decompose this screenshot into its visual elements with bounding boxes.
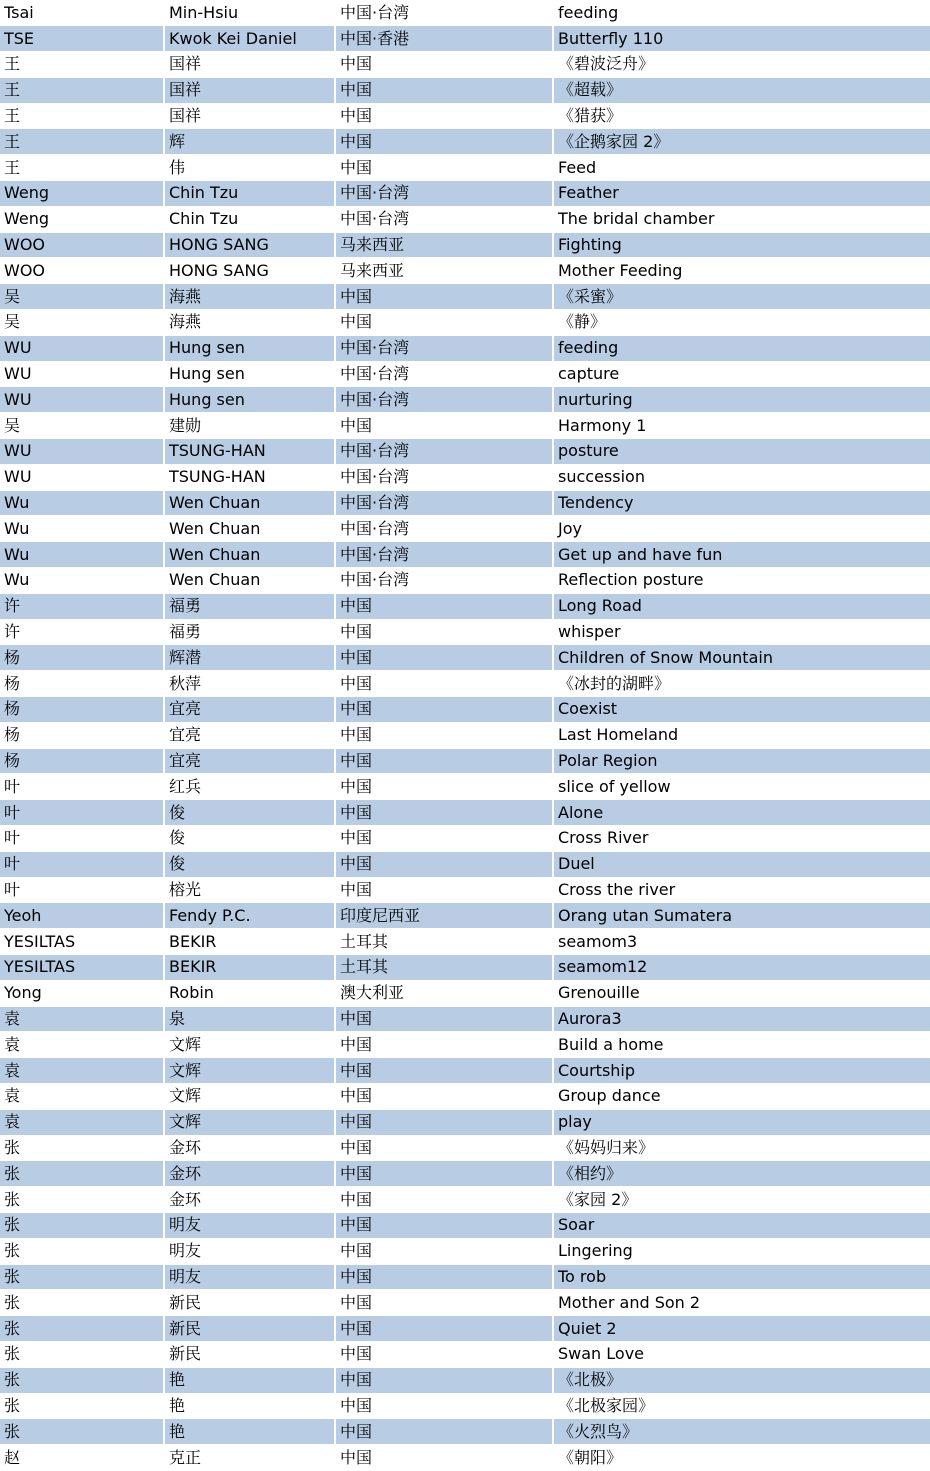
country-cell: 中国·台湾 — [335, 206, 553, 232]
title-cell: 《妈妈归来》 — [553, 1135, 930, 1161]
country-cell: 中国 — [335, 77, 553, 103]
title-cell: whisper — [553, 619, 930, 645]
given-name-cell: 克正 — [164, 1445, 335, 1471]
table-row — [0, 1006, 930, 1032]
country-cell: 中国 — [335, 697, 553, 723]
table-row — [0, 1419, 930, 1445]
table-row — [0, 1238, 930, 1264]
table-row — [0, 284, 930, 310]
country-cell: 中国 — [335, 129, 553, 155]
table-row — [0, 310, 930, 336]
surname-cell: 张 — [0, 1161, 164, 1187]
table-row — [0, 851, 930, 877]
title-cell: Grenouille — [553, 980, 930, 1006]
surname-cell: Weng — [0, 181, 164, 207]
title-cell: Cross River — [553, 826, 930, 852]
surname-cell: Wu — [0, 568, 164, 594]
given-name-cell: Fendy P.C. — [164, 903, 335, 929]
country-cell: 中国 — [335, 1006, 553, 1032]
given-name-cell: 新民 — [164, 1341, 335, 1367]
title-cell: nurturing — [553, 387, 930, 413]
given-name-cell: 金环 — [164, 1161, 335, 1187]
table-row — [0, 1367, 930, 1393]
table-row — [0, 568, 930, 594]
table-row — [0, 877, 930, 903]
table-row — [0, 439, 930, 465]
country-cell: 中国·台湾 — [335, 542, 553, 568]
country-cell: 中国 — [335, 1161, 553, 1187]
given-name-cell: Hung sen — [164, 387, 335, 413]
given-name-cell: 海燕 — [164, 310, 335, 336]
given-name-cell: HONG SANG — [164, 232, 335, 258]
country-cell: 马来西亚 — [335, 258, 553, 284]
table-row — [0, 387, 930, 413]
surname-cell: 张 — [0, 1135, 164, 1161]
country-cell: 中国 — [335, 877, 553, 903]
table-row — [0, 1316, 930, 1342]
table-row — [0, 103, 930, 129]
given-name-cell: 明友 — [164, 1238, 335, 1264]
title-cell: seamom12 — [553, 954, 930, 980]
title-cell: Tendency — [553, 490, 930, 516]
surname-cell: 叶 — [0, 851, 164, 877]
given-name-cell: 国祥 — [164, 103, 335, 129]
given-name-cell: 金环 — [164, 1187, 335, 1213]
given-name-cell: 国祥 — [164, 77, 335, 103]
given-name-cell: 文辉 — [164, 1083, 335, 1109]
given-name-cell: 文辉 — [164, 1058, 335, 1084]
surname-cell: 叶 — [0, 800, 164, 826]
given-name-cell: TSUNG-HAN — [164, 464, 335, 490]
title-cell: 《冰封的湖畔》 — [553, 671, 930, 697]
country-cell: 中国 — [335, 1264, 553, 1290]
surname-cell: 袁 — [0, 1109, 164, 1135]
title-cell: Mother and Son 2 — [553, 1290, 930, 1316]
surname-cell: 张 — [0, 1290, 164, 1316]
table-row — [0, 464, 930, 490]
country-cell: 中国 — [335, 671, 553, 697]
given-name-cell: Kwok Kei Daniel — [164, 26, 335, 52]
table-row — [0, 1445, 930, 1471]
surname-cell: 张 — [0, 1316, 164, 1342]
country-cell: 中国 — [335, 1135, 553, 1161]
table-row — [0, 1058, 930, 1084]
surname-cell: 袁 — [0, 1083, 164, 1109]
table-row — [0, 129, 930, 155]
surname-cell: 吴 — [0, 284, 164, 310]
country-cell: 中国·香港 — [335, 26, 553, 52]
given-name-cell: Hung sen — [164, 361, 335, 387]
table-row — [0, 181, 930, 207]
title-cell: Last Homeland — [553, 722, 930, 748]
table-row — [0, 722, 930, 748]
country-cell: 中国 — [335, 748, 553, 774]
surname-cell: 赵 — [0, 1445, 164, 1471]
title-cell: 《超载》 — [553, 77, 930, 103]
table-row — [0, 1032, 930, 1058]
country-cell: 中国 — [335, 1032, 553, 1058]
table-row — [0, 1109, 930, 1135]
table-row — [0, 516, 930, 542]
surname-cell: 张 — [0, 1419, 164, 1445]
table-row — [0, 697, 930, 723]
title-cell: 《碧波泛舟》 — [553, 52, 930, 78]
surname-cell: 张 — [0, 1393, 164, 1419]
surname-cell: 吴 — [0, 310, 164, 336]
given-name-cell: Chin Tzu — [164, 206, 335, 232]
given-name-cell: BEKIR — [164, 929, 335, 955]
table-row — [0, 335, 930, 361]
country-cell: 中国 — [335, 1083, 553, 1109]
title-cell: Orang utan Sumatera — [553, 903, 930, 929]
given-name-cell: Robin — [164, 980, 335, 1006]
surname-cell: 许 — [0, 593, 164, 619]
given-name-cell: 辉 — [164, 129, 335, 155]
surname-cell: 王 — [0, 103, 164, 129]
country-cell: 中国 — [335, 645, 553, 671]
table-row — [0, 155, 930, 181]
country-cell: 马来西亚 — [335, 232, 553, 258]
country-cell: 中国 — [335, 1445, 553, 1471]
table-row — [0, 929, 930, 955]
table-row — [0, 774, 930, 800]
given-name-cell: 建勋 — [164, 413, 335, 439]
surname-cell: 杨 — [0, 645, 164, 671]
title-cell: Build a home — [553, 1032, 930, 1058]
given-name-cell: TSUNG-HAN — [164, 439, 335, 465]
given-name-cell: 红兵 — [164, 774, 335, 800]
country-cell: 中国 — [335, 1419, 553, 1445]
country-cell: 中国 — [335, 1238, 553, 1264]
title-cell: seamom3 — [553, 929, 930, 955]
title-cell: Lingering — [553, 1238, 930, 1264]
given-name-cell: Hung sen — [164, 335, 335, 361]
title-cell: Group dance — [553, 1083, 930, 1109]
title-cell: slice of yellow — [553, 774, 930, 800]
country-cell: 中国·台湾 — [335, 361, 553, 387]
country-cell: 中国·台湾 — [335, 568, 553, 594]
country-cell: 中国·台湾 — [335, 335, 553, 361]
title-cell: Aurora3 — [553, 1006, 930, 1032]
title-cell: 《火烈鸟》 — [553, 1419, 930, 1445]
given-name-cell: 泉 — [164, 1006, 335, 1032]
title-cell: 《北极》 — [553, 1367, 930, 1393]
country-cell: 中国 — [335, 1290, 553, 1316]
given-name-cell: Min-Hsiu — [164, 0, 335, 26]
surname-cell: Wu — [0, 542, 164, 568]
country-cell: 中国 — [335, 284, 553, 310]
surname-cell: Weng — [0, 206, 164, 232]
given-name-cell: 宜亮 — [164, 722, 335, 748]
country-cell: 中国 — [335, 155, 553, 181]
country-cell: 中国 — [335, 52, 553, 78]
given-name-cell: 新民 — [164, 1290, 335, 1316]
country-cell: 中国 — [335, 413, 553, 439]
table-row — [0, 1135, 930, 1161]
surname-cell: 袁 — [0, 1006, 164, 1032]
title-cell: 《相约》 — [553, 1161, 930, 1187]
table-row — [0, 413, 930, 439]
table-row — [0, 903, 930, 929]
surname-cell: 王 — [0, 129, 164, 155]
country-cell: 澳大利亚 — [335, 980, 553, 1006]
table-row — [0, 980, 930, 1006]
surname-cell: 张 — [0, 1367, 164, 1393]
table-row — [0, 52, 930, 78]
given-name-cell: 国祥 — [164, 52, 335, 78]
table-row — [0, 593, 930, 619]
given-name-cell: Wen Chuan — [164, 568, 335, 594]
title-cell: Joy — [553, 516, 930, 542]
country-cell: 中国 — [335, 1109, 553, 1135]
given-name-cell: 文辉 — [164, 1109, 335, 1135]
given-name-cell: 福勇 — [164, 619, 335, 645]
surname-cell: WOO — [0, 232, 164, 258]
given-name-cell: 艳 — [164, 1367, 335, 1393]
country-cell: 中国 — [335, 1212, 553, 1238]
given-name-cell: 俊 — [164, 851, 335, 877]
table-row — [0, 258, 930, 284]
given-name-cell: 辉潜 — [164, 645, 335, 671]
title-cell: Feed — [553, 155, 930, 181]
surname-cell: 吴 — [0, 413, 164, 439]
country-cell: 中国 — [335, 722, 553, 748]
given-name-cell: 榕光 — [164, 877, 335, 903]
surname-cell: 杨 — [0, 748, 164, 774]
surname-cell: WU — [0, 361, 164, 387]
surname-cell: 王 — [0, 52, 164, 78]
title-cell: 《企鹅家园 2》 — [553, 129, 930, 155]
title-cell: Quiet 2 — [553, 1316, 930, 1342]
country-cell: 中国 — [335, 1316, 553, 1342]
surname-cell: 张 — [0, 1187, 164, 1213]
given-name-cell: Chin Tzu — [164, 181, 335, 207]
surname-cell: Wu — [0, 490, 164, 516]
title-cell: feeding — [553, 0, 930, 26]
surname-cell: YESILTAS — [0, 954, 164, 980]
given-name-cell: 宜亮 — [164, 697, 335, 723]
country-cell: 中国 — [335, 1367, 553, 1393]
given-name-cell: 明友 — [164, 1212, 335, 1238]
title-cell: 《北极家园》 — [553, 1393, 930, 1419]
title-cell: Children of Snow Mountain — [553, 645, 930, 671]
given-name-cell: 艳 — [164, 1393, 335, 1419]
title-cell: Coexist — [553, 697, 930, 723]
given-name-cell: 新民 — [164, 1316, 335, 1342]
title-cell: Duel — [553, 851, 930, 877]
surname-cell: 叶 — [0, 774, 164, 800]
country-cell: 中国·台湾 — [335, 387, 553, 413]
surname-cell: WU — [0, 439, 164, 465]
title-cell: Polar Region — [553, 748, 930, 774]
table-row — [0, 1161, 930, 1187]
surname-cell: 袁 — [0, 1032, 164, 1058]
country-cell: 中国 — [335, 1393, 553, 1419]
table-row — [0, 800, 930, 826]
table-row — [0, 1393, 930, 1419]
surname-cell: 叶 — [0, 826, 164, 852]
table-row — [0, 826, 930, 852]
given-name-cell: BEKIR — [164, 954, 335, 980]
surname-cell: 王 — [0, 77, 164, 103]
table-row — [0, 1212, 930, 1238]
title-cell: To rob — [553, 1264, 930, 1290]
table-row — [0, 77, 930, 103]
title-cell: Butterfly 110 — [553, 26, 930, 52]
given-name-cell: 俊 — [164, 800, 335, 826]
title-cell: Mother Feeding — [553, 258, 930, 284]
given-name-cell: 福勇 — [164, 593, 335, 619]
surname-cell: 叶 — [0, 877, 164, 903]
table-row — [0, 26, 930, 52]
country-cell: 中国 — [335, 103, 553, 129]
country-cell: 中国 — [335, 1187, 553, 1213]
country-cell: 中国·台湾 — [335, 439, 553, 465]
surname-cell: WOO — [0, 258, 164, 284]
table-row — [0, 645, 930, 671]
given-name-cell: 文辉 — [164, 1032, 335, 1058]
surname-cell: Tsai — [0, 0, 164, 26]
table-row — [0, 1264, 930, 1290]
title-cell: 《采蜜》 — [553, 284, 930, 310]
table-row — [0, 206, 930, 232]
title-cell: 《猎获》 — [553, 103, 930, 129]
title-cell: Fighting — [553, 232, 930, 258]
given-name-cell: 俊 — [164, 826, 335, 852]
given-name-cell: Wen Chuan — [164, 516, 335, 542]
country-cell: 中国·台湾 — [335, 181, 553, 207]
title-cell: Harmony 1 — [553, 413, 930, 439]
title-cell: 《朝阳》 — [553, 1445, 930, 1471]
given-name-cell: 宜亮 — [164, 748, 335, 774]
country-cell: 土耳其 — [335, 954, 553, 980]
surname-cell: WU — [0, 464, 164, 490]
country-cell: 土耳其 — [335, 929, 553, 955]
given-name-cell: 海燕 — [164, 284, 335, 310]
surname-cell: WU — [0, 335, 164, 361]
table-row — [0, 1290, 930, 1316]
surname-cell: Yeoh — [0, 903, 164, 929]
country-cell: 中国 — [335, 800, 553, 826]
surname-cell: 张 — [0, 1341, 164, 1367]
surname-cell: TSE — [0, 26, 164, 52]
surname-cell: 王 — [0, 155, 164, 181]
surname-cell: 张 — [0, 1212, 164, 1238]
surname-cell: 杨 — [0, 671, 164, 697]
given-name-cell: HONG SANG — [164, 258, 335, 284]
title-cell: The bridal chamber — [553, 206, 930, 232]
table-row — [0, 232, 930, 258]
country-cell: 中国 — [335, 1341, 553, 1367]
given-name-cell: 伟 — [164, 155, 335, 181]
country-cell: 中国 — [335, 593, 553, 619]
surname-cell: YESILTAS — [0, 929, 164, 955]
country-cell: 中国·台湾 — [335, 490, 553, 516]
country-cell: 中国·台湾 — [335, 464, 553, 490]
title-cell: Alone — [553, 800, 930, 826]
table-row — [0, 954, 930, 980]
surname-cell: Wu — [0, 516, 164, 542]
surname-cell: 张 — [0, 1264, 164, 1290]
title-cell: Long Road — [553, 593, 930, 619]
country-cell: 中国 — [335, 619, 553, 645]
table-row — [0, 748, 930, 774]
country-cell: 中国 — [335, 826, 553, 852]
table-row — [0, 361, 930, 387]
table-row — [0, 1187, 930, 1213]
given-name-cell: 金环 — [164, 1135, 335, 1161]
given-name-cell: 秋萍 — [164, 671, 335, 697]
title-cell: Reflection posture — [553, 568, 930, 594]
surname-cell: 袁 — [0, 1058, 164, 1084]
title-cell: Feather — [553, 181, 930, 207]
title-cell: 《家园 2》 — [553, 1187, 930, 1213]
title-cell: 《静》 — [553, 310, 930, 336]
surname-cell: 张 — [0, 1238, 164, 1264]
given-name-cell: Wen Chuan — [164, 542, 335, 568]
title-cell: play — [553, 1109, 930, 1135]
country-cell: 中国 — [335, 1058, 553, 1084]
title-cell: Soar — [553, 1212, 930, 1238]
country-cell: 印度尼西亚 — [335, 903, 553, 929]
country-cell: 中国 — [335, 310, 553, 336]
surname-cell: Yong — [0, 980, 164, 1006]
title-cell: Cross the river — [553, 877, 930, 903]
country-cell: 中国 — [335, 774, 553, 800]
surname-cell: 杨 — [0, 697, 164, 723]
table-row — [0, 0, 930, 26]
title-cell: capture — [553, 361, 930, 387]
country-cell: 中国 — [335, 851, 553, 877]
title-cell: posture — [553, 439, 930, 465]
title-cell: feeding — [553, 335, 930, 361]
title-cell: Get up and have fun — [553, 542, 930, 568]
title-cell: succession — [553, 464, 930, 490]
country-cell: 中国·台湾 — [335, 0, 553, 26]
given-name-cell: 明友 — [164, 1264, 335, 1290]
table-row — [0, 671, 930, 697]
title-cell: Courtship — [553, 1058, 930, 1084]
country-cell: 中国·台湾 — [335, 516, 553, 542]
given-name-cell: 艳 — [164, 1419, 335, 1445]
table-row — [0, 619, 930, 645]
surname-cell: 许 — [0, 619, 164, 645]
table-row — [0, 1341, 930, 1367]
title-cell: Swan Love — [553, 1341, 930, 1367]
table-row — [0, 1083, 930, 1109]
surname-cell: 杨 — [0, 722, 164, 748]
table-row — [0, 542, 930, 568]
surname-cell: WU — [0, 387, 164, 413]
table-row — [0, 490, 930, 516]
given-name-cell: Wen Chuan — [164, 490, 335, 516]
